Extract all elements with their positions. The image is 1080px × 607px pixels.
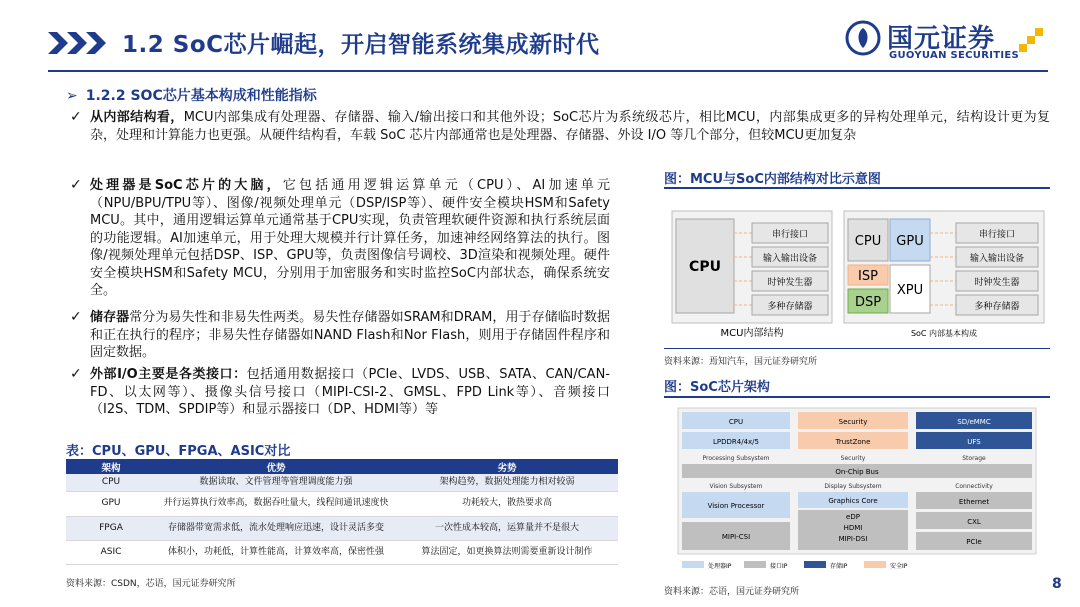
arch-text: Security	[838, 418, 868, 426]
legend-label: 安全IP	[890, 563, 908, 570]
soc-item: 输入输出设备	[969, 254, 1025, 264]
arch-text: HDMI	[843, 524, 863, 532]
table-row	[66, 474, 618, 491]
soc-item: 时钟发生器	[974, 278, 1020, 288]
mcu-item: 时钟发生器	[767, 278, 813, 288]
legend-swatch	[864, 561, 886, 568]
header-con: 劣势	[396, 459, 618, 474]
bullet-text: 包括通用数据接口（PCIe、LVDS、USB、SATA、CAN/CAN-FD、以太网等）、摄像头信号接口（MIPI-CSI-2、GMSL、FPD Link等）、音频接口（I2S、TDM、SPDIP等）和显示器接口（DP、HDMI等）等	[90, 367, 610, 417]
check-icon: ✓	[70, 109, 82, 125]
arch-text: UFS	[967, 438, 981, 446]
company-logo	[845, 18, 1055, 66]
legend-label: 接口IP	[770, 563, 788, 570]
bullet-bold: 从内部结构看，	[90, 110, 184, 125]
cell-arch: ASIC	[66, 540, 156, 564]
logo-english: GUOYUAN SECURITIES	[889, 50, 1020, 61]
page-title: 1.2 SoC芯片崛起，开启智能系统集成新时代	[122, 32, 600, 58]
arch-text: PCIe	[966, 538, 982, 546]
soc-architecture-diagram	[664, 400, 1050, 578]
chevrons-icon	[48, 30, 108, 56]
mcu-item: 多种存储器	[767, 302, 813, 312]
fig2-source: 资料来源：芯语，国元证券研究所	[664, 587, 800, 597]
logo-mark-icon	[845, 20, 881, 56]
arch-text: MIPI-DSI	[838, 535, 868, 543]
legend-label: 处理器IP	[708, 563, 732, 570]
arch-text: CPU	[728, 418, 744, 426]
fig1-rule	[664, 187, 1050, 189]
check-icon: ✓	[70, 366, 82, 382]
soc-label: SoC 内部基本构成	[910, 329, 978, 338]
bullet-text: MCU内部集成有处理器、存储器、输入/输出接口和其他外设；SoC芯片为系统级芯片，相比MCU，内部集成更多的异构处理单元，结构设计更为复杂，处理和计算能力也更强。从硬件结构看，车载 SoC 芯片内部通常也是处理器、存储器、外设 I/O 等几个部分，但较MCU更加复杂	[90, 110, 1050, 143]
table-row	[66, 491, 618, 516]
soc-dsp-label: DSP	[854, 295, 882, 310]
mcu-item: 输入输出设备	[762, 254, 818, 264]
arrow-right-icon: ➢	[66, 88, 78, 104]
arch-text: SD/eMMC	[957, 418, 991, 426]
soc-item: 多种存储器	[974, 302, 1020, 312]
legend-swatch	[744, 561, 766, 568]
soc-gpu-label: GPU	[896, 234, 924, 249]
arch-text: CXL	[967, 518, 981, 526]
cell-con: 架构趋势，数据处理能力相对较弱	[396, 474, 618, 491]
fig1-caption: 图：MCU与SoC内部结构对比示意图	[664, 172, 881, 187]
bullet-bold: 外部I/O主要是各类接口：	[90, 367, 247, 382]
header-arch: 架构	[66, 459, 156, 474]
cell-con: 功耗较大，散热要求高	[396, 491, 618, 516]
legend-swatch	[682, 561, 704, 568]
header-pro: 优势	[156, 459, 396, 474]
arch-text: eDP	[846, 513, 860, 521]
bullet-text: 常分为易失性和非易失性两类。易失性存储器如SRAM和DRAM，用于存储临时数据和正在执行的程序；非易失性存储器如NAND Flash和Nor Flash，则用于存储固件程序和固定数据。	[90, 310, 610, 360]
bullet-io	[70, 366, 610, 419]
table-caption: 表：CPU、GPU、FPGA、ASIC对比	[66, 444, 291, 459]
cell-arch: FPGA	[66, 516, 156, 540]
check-icon: ✓	[70, 177, 82, 193]
page-number: 8	[1052, 576, 1062, 592]
bullet-processor	[70, 177, 610, 300]
fig1-source: 资料来源：焉知汽车，国元证券研究所	[664, 357, 818, 367]
soc-item: 串行接口	[978, 230, 1016, 240]
table-source: 资料来源：CSDN，芯语，国元证券研究所	[66, 579, 236, 589]
logo-deco-icon	[1017, 28, 1047, 56]
legend-swatch	[804, 561, 826, 568]
soc-cpu-label: CPU	[854, 234, 882, 249]
table-row	[66, 516, 618, 540]
arch-text: TrustZone	[835, 438, 871, 446]
arch-group-label: Display Subsystem	[824, 483, 882, 490]
cell-pro: 数据读取、文件管理等管理调度能力强	[156, 474, 396, 491]
cell-con: 算法固定，如更换算法则需要重新设计制作	[396, 540, 618, 564]
header-rule	[48, 70, 1048, 72]
cell-pro: 存储器带宽需求低，流水处理响应迅速，设计灵活多变	[156, 516, 396, 540]
arch-group-label: Connectivity	[955, 483, 993, 490]
cell-arch: GPU	[66, 491, 156, 516]
arch-text: Ethernet	[958, 498, 990, 506]
mcu-cpu-label: CPU	[689, 259, 721, 275]
arch-group-label: Storage	[962, 455, 986, 462]
cell-pro: 并行运算执行效率高，数据吞吐量大，线程间通讯速度快	[156, 491, 396, 516]
header	[0, 0, 1080, 72]
arch-group-label: Vision Subsystem	[709, 483, 763, 490]
cell-pro: 体积小，功耗低，计算性能高，计算效率高，保密性强	[156, 540, 396, 564]
bullet-text: 它包括通用逻辑运算单元（CPU）、AI加速单元（NPU/BPU/TPU等）、图像/视频处理单元（DSP/ISP等）、硬件安全模块HSM和Safety MCU。其中，通用逻辑运算单元通常基于CPU实现，负责管理软硬件资源和执行系统层面的功能逻辑。AI加速单元，用于处理大规模并行计算任务，加速神经网络算法的执行。图像/视频处理单元包括DSP、ISP、GPU等，负责图像信号调校、3D渲染和视频处理。硬件安全模块HSM和Safety MCU，分别用于加密服务和实时监控SoC内部状态，确保系统安全。	[90, 178, 610, 298]
bullet-memory	[70, 309, 610, 362]
fig1-bottom-rule	[664, 348, 1050, 349]
mcu-item: 串行接口	[771, 230, 809, 240]
section-heading: ➢ 1.2.2 SOC芯片基本构成和性能指标	[66, 88, 317, 104]
mcu-label: MCU内部结构	[720, 328, 784, 339]
cell-con: 一次性成本较高，运算量并不是很大	[396, 516, 618, 540]
soc-isp-label: ISP	[858, 269, 878, 284]
check-icon: ✓	[70, 309, 82, 325]
table-header-row	[66, 459, 618, 474]
legend-label: 存储IP	[830, 563, 848, 570]
fig2-rule	[664, 396, 1050, 398]
bullet-structure	[70, 109, 1050, 144]
mcu-soc-diagram	[664, 195, 1050, 345]
arch-text: On-Chip Bus	[835, 468, 879, 476]
arch-text: Vision Processor	[707, 502, 765, 510]
cell-arch: CPU	[66, 474, 156, 491]
arch-group-label: Security	[840, 455, 866, 462]
arch-text: MIPI-CSI	[721, 533, 751, 541]
logo-chinese: 国元证券	[887, 24, 996, 54]
fig2-caption: 图：SoC芯片架构	[664, 380, 770, 395]
table-row	[66, 540, 618, 564]
arch-text: Graphics Core	[828, 497, 878, 505]
bullet-bold: 处理器是SoC芯片的大脑，	[90, 178, 283, 193]
bullet-bold: 储存器	[90, 310, 130, 325]
arch-text: LPDDR4/4x/5	[713, 438, 759, 446]
arch-group-label: Processing Subsystem	[702, 455, 770, 462]
comparison-table	[66, 459, 618, 565]
soc-xpu-label: XPU	[896, 283, 924, 298]
